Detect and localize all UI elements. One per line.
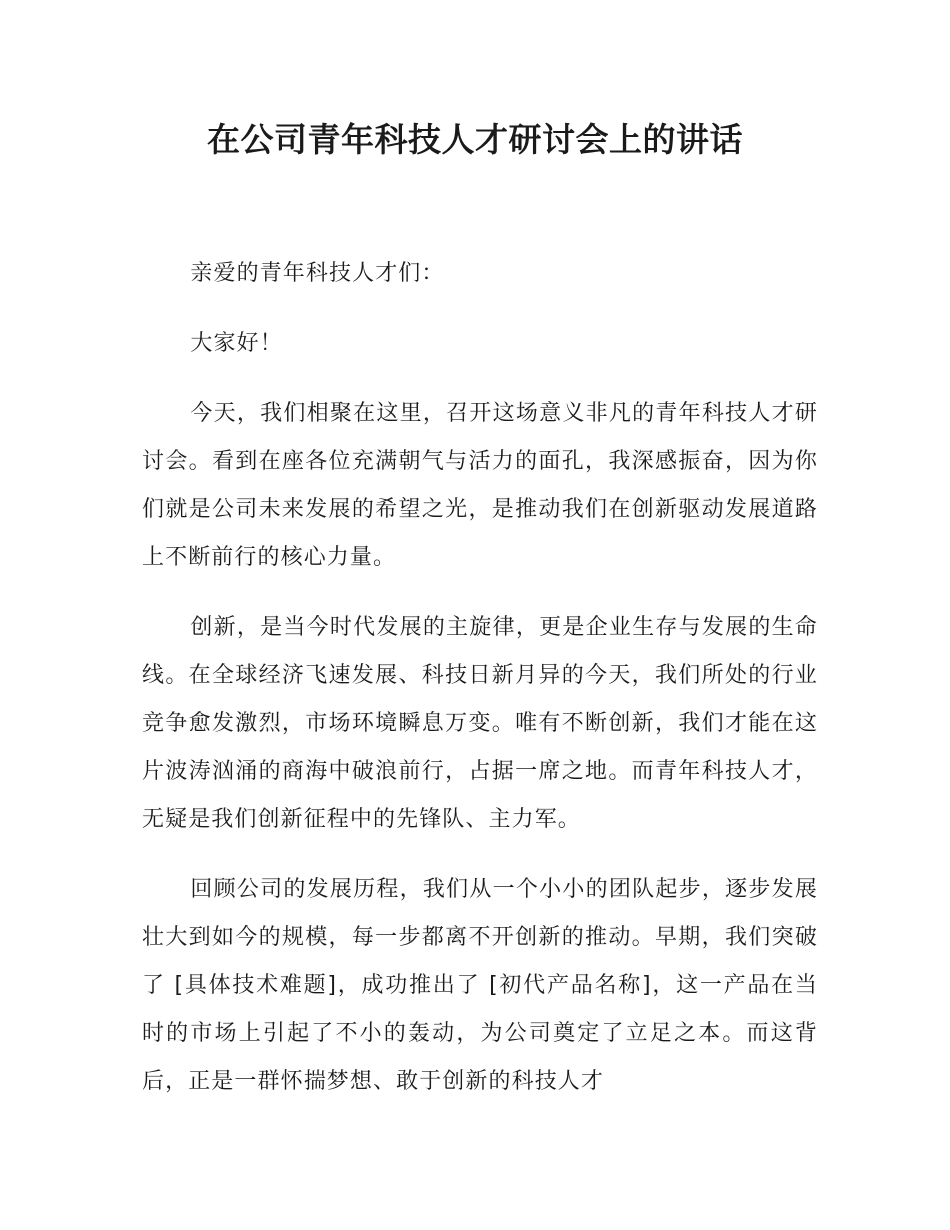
document-body bbox=[142, 250, 818, 1128]
paragraph: 创新，是当今时代发展的主旋律，更是企业生存与发展的生命线。在全球经济飞速发展、科技日新月异的今天，我们所处的行业竞争愈发激烈，市场环境瞬息万变。唯有不断创新，我们才能在这片波涛汹涌的商海中破浪前行，占据一席之地。而青年科技人才，无疑是我们创新征程中的先锋队、主力军。 bbox=[142, 615, 818, 832]
salutation: 亲爱的青年科技人才们： bbox=[190, 261, 445, 286]
paragraph: 今天，我们相聚在这里，召开这场意义非凡的青年科技人才研讨会。看到在座各位充满朝气与活力的面孔，我深感振奋，因为你们就是公司未来发展的希望之光，是推动我们在创新驱动发展道路上不断前行的核心力量。 bbox=[142, 401, 818, 570]
document-title: 在公司青年科技人才研讨会上的讲话 bbox=[207, 120, 743, 159]
greeting: 大家好！ bbox=[190, 331, 283, 356]
paragraph: 回顾公司的发展历程，我们从一个小小的团队起步，逐步发展壮大到如今的规模，每一步都离不开创新的推动。早期，我们突破了 [具体技术难题]，成功推出了 [初代产品名称]，这一产品在当时的市场上引起了不小的轰动，为公司奠定了立足之本。而这背后，正是一群怀揣梦想、敢于创新的科技人才 bbox=[142, 877, 818, 1094]
